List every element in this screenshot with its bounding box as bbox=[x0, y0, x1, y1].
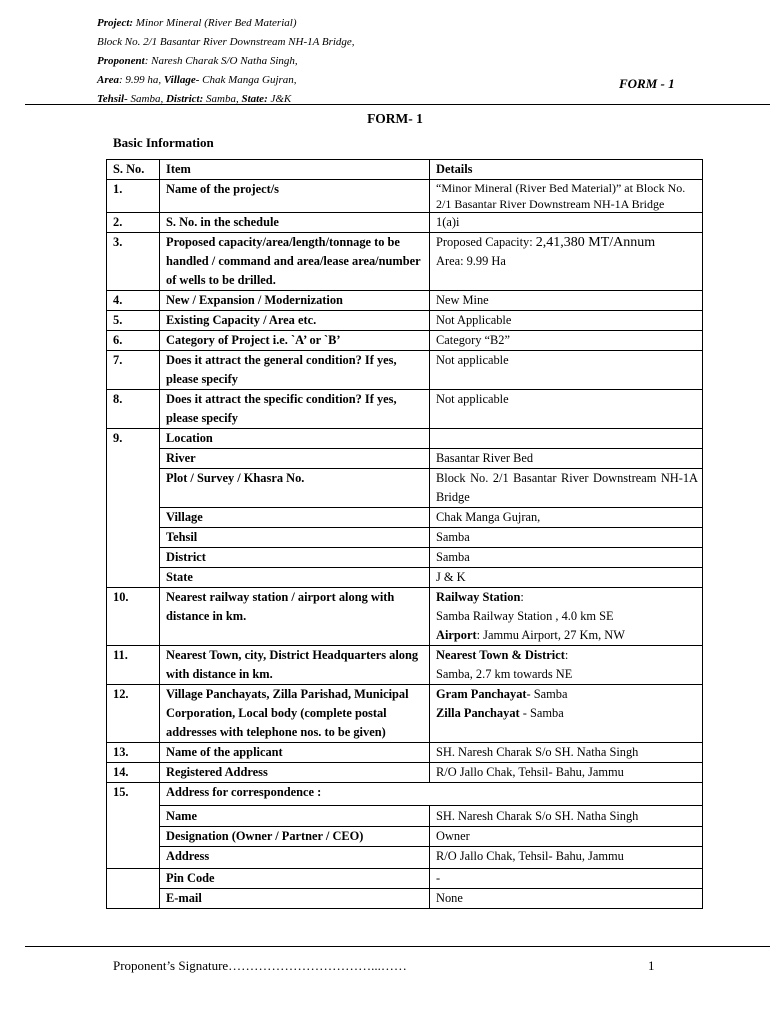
airport-label: Airport bbox=[436, 628, 477, 642]
row-number: 11. bbox=[107, 646, 160, 685]
table-row bbox=[107, 685, 703, 743]
airport-value: : Jammu Airport, 27 Km, NW bbox=[476, 628, 625, 642]
row-details: New Mine bbox=[430, 291, 703, 311]
section-title: Basic Information bbox=[113, 135, 214, 150]
row-item: Address bbox=[160, 847, 430, 869]
row-number: 1. bbox=[107, 180, 160, 213]
header-area-line bbox=[97, 71, 355, 90]
header-proponent-line bbox=[97, 52, 355, 71]
table-row bbox=[107, 429, 703, 449]
row-number: 14. bbox=[107, 763, 160, 783]
row-details: Block No. 2/1 Basantar River Downstream NH-1A Bridge bbox=[430, 469, 703, 508]
proposed-capacity-value: 2,41,380 MT/Annum bbox=[535, 235, 656, 250]
empty-cell bbox=[107, 528, 160, 548]
row-number: 2. bbox=[107, 213, 160, 233]
table-subrow bbox=[107, 508, 703, 528]
row-item: Does it attract the specific condition? If yes, please specify bbox=[160, 390, 430, 429]
header-block-line: Block No. 2/1 Basantar River Downstream NH-1A Bridge, bbox=[97, 36, 355, 48]
header-details: Details bbox=[430, 160, 703, 180]
header-village-label: Village- bbox=[163, 74, 200, 86]
row-details bbox=[430, 429, 703, 449]
table-row bbox=[107, 646, 703, 685]
row-details: Samba bbox=[430, 548, 703, 568]
railway-station-label: Railway Station bbox=[436, 590, 521, 604]
nearest-town-value: Samba, 2.7 km towards NE bbox=[436, 667, 573, 681]
row-item: Existing Capacity / Area etc. bbox=[160, 311, 430, 331]
header-area-value: : 9.99 ha, bbox=[119, 74, 164, 86]
row-details: Samba bbox=[430, 528, 703, 548]
empty-cell bbox=[107, 827, 160, 847]
table-subrow bbox=[107, 449, 703, 469]
table-row bbox=[107, 311, 703, 331]
row-details: Not Applicable bbox=[430, 311, 703, 331]
empty-cell bbox=[107, 847, 160, 869]
table-row bbox=[107, 331, 703, 351]
header-project-line bbox=[97, 14, 355, 33]
row-details: - bbox=[430, 869, 703, 889]
empty-cell bbox=[107, 568, 160, 588]
row-number: 3. bbox=[107, 233, 160, 291]
row-details: Not applicable bbox=[430, 390, 703, 429]
row-number: 13. bbox=[107, 743, 160, 763]
empty-cell bbox=[107, 449, 160, 469]
row-item: Pin Code bbox=[160, 869, 430, 889]
header-tehsil-label: Tehsil- bbox=[97, 93, 128, 105]
zilla-panchayat-value: - Samba bbox=[519, 706, 564, 720]
table-subrow bbox=[107, 869, 703, 889]
row-details: Owner bbox=[430, 827, 703, 847]
table-subrow bbox=[107, 827, 703, 847]
row-item: Registered Address bbox=[160, 763, 430, 783]
row-details: SH. Naresh Charak S/o SH. Natha Singh bbox=[430, 806, 703, 827]
row-details: R/O Jallo Chak, Tehsil- Bahu, Jammu bbox=[430, 763, 703, 783]
row-number: 12. bbox=[107, 685, 160, 743]
table-row bbox=[107, 588, 703, 646]
table-subrow bbox=[107, 469, 703, 508]
row-number: 7. bbox=[107, 351, 160, 390]
empty-cell bbox=[107, 889, 160, 909]
row-number: 15. bbox=[107, 783, 160, 806]
header-divider bbox=[25, 104, 770, 105]
table-row bbox=[107, 213, 703, 233]
gram-panchayat-value: - Samba bbox=[526, 687, 568, 701]
row-details: “Minor Mineral (River Bed Material)” at Block No. 2/1 Basantar River Downstream NH-1A Bridge bbox=[430, 180, 703, 213]
row-item: Plot / Survey / Khasra No. bbox=[160, 469, 430, 508]
zilla-panchayat-label: Zilla Panchayat bbox=[436, 706, 520, 720]
page-number: 1 bbox=[648, 958, 655, 973]
lease-area-value: Area: 9.99 Ha bbox=[436, 254, 506, 268]
row-item: Tehsil bbox=[160, 528, 430, 548]
table-subrow bbox=[107, 889, 703, 909]
table-header-row bbox=[107, 160, 703, 180]
row-item: Address for correspondence : bbox=[160, 783, 703, 806]
table-row bbox=[107, 233, 703, 291]
table-row bbox=[107, 783, 703, 806]
gram-panchayat-label: Gram Panchayat bbox=[436, 687, 527, 701]
row-item: State bbox=[160, 568, 430, 588]
railway-station-value: Samba Railway Station , 4.0 km SE bbox=[436, 609, 614, 623]
proposed-capacity-label: Proposed Capacity: bbox=[436, 235, 536, 249]
row-item: Village bbox=[160, 508, 430, 528]
empty-cell bbox=[107, 806, 160, 827]
proponent-signature-line: Proponent’s Signature……………………………...…… bbox=[113, 958, 407, 973]
nearest-town-label: Nearest Town & District bbox=[436, 648, 565, 662]
header-state-value: J&K bbox=[267, 93, 292, 105]
table-subrow bbox=[107, 548, 703, 568]
header-sno: S. No. bbox=[107, 160, 160, 180]
header-area-label: Area bbox=[97, 74, 119, 86]
table-subrow bbox=[107, 806, 703, 827]
footer-divider bbox=[25, 946, 770, 947]
row-details: SH. Naresh Charak S/o SH. Natha Singh bbox=[430, 743, 703, 763]
row-details bbox=[430, 588, 703, 646]
row-number: 8. bbox=[107, 390, 160, 429]
row-item: Name bbox=[160, 806, 430, 827]
row-item: S. No. in the schedule bbox=[160, 213, 430, 233]
row-details: Chak Manga Gujran, bbox=[430, 508, 703, 528]
table-subrow bbox=[107, 568, 703, 588]
header-district-value: Samba, bbox=[203, 93, 242, 105]
row-item: Name of the project/s bbox=[160, 180, 430, 213]
empty-cell bbox=[107, 869, 160, 889]
row-details: Basantar River Bed bbox=[430, 449, 703, 469]
header-village-value: Chak Manga Gujran, bbox=[199, 74, 297, 86]
table-row bbox=[107, 763, 703, 783]
row-item: Location bbox=[160, 429, 430, 449]
row-item: Category of Project i.e. `A’ or `B’ bbox=[160, 331, 430, 351]
row-details: Not applicable bbox=[430, 351, 703, 390]
row-number: 6. bbox=[107, 331, 160, 351]
row-details bbox=[430, 646, 703, 685]
header-district-label: District: bbox=[165, 93, 204, 105]
row-number: 9. bbox=[107, 429, 160, 449]
table-row bbox=[107, 743, 703, 763]
header-location-line bbox=[97, 90, 355, 109]
row-details bbox=[430, 685, 703, 743]
header-project-label: Project: bbox=[97, 17, 134, 29]
row-item: Proposed capacity/area/length/tonnage to be handled / command and area/lease area/number of wells to be drilled. bbox=[160, 233, 430, 291]
row-item: Designation (Owner / Partner / CEO) bbox=[160, 827, 430, 847]
row-details: J & K bbox=[430, 568, 703, 588]
table-subrow bbox=[107, 528, 703, 548]
header-state-label: State: bbox=[241, 93, 268, 105]
row-details: None bbox=[430, 889, 703, 909]
table-row bbox=[107, 180, 703, 213]
header-proponent-label: Proponent bbox=[97, 55, 145, 67]
row-details: 1(a)i bbox=[430, 213, 703, 233]
header-form-label: FORM - 1 bbox=[619, 76, 675, 91]
header-tehsil-value: Samba, bbox=[127, 93, 166, 105]
empty-cell bbox=[107, 469, 160, 508]
row-details: R/O Jallo Chak, Tehsil- Bahu, Jammu bbox=[430, 847, 703, 869]
nearest-town-colon: : bbox=[564, 648, 569, 662]
row-item: New / Expansion / Modernization bbox=[160, 291, 430, 311]
row-item: District bbox=[160, 548, 430, 568]
row-item: Village Panchayats, Zilla Parishad, Municipal Corporation, Local body (complete postal addresses with telephone nos. to be given) bbox=[160, 685, 430, 743]
row-item: Name of the applicant bbox=[160, 743, 430, 763]
basic-information-table bbox=[106, 159, 703, 909]
row-item: Nearest Town, city, District Headquarters along with distance in km. bbox=[160, 646, 430, 685]
header-proponent-value: : Naresh Charak S/O Natha Singh, bbox=[144, 55, 298, 67]
table-row bbox=[107, 351, 703, 390]
row-item: E-mail bbox=[160, 889, 430, 909]
row-item: River bbox=[160, 449, 430, 469]
table-row bbox=[107, 291, 703, 311]
form-title: FORM- 1 bbox=[367, 111, 423, 126]
empty-cell bbox=[107, 548, 160, 568]
row-number: 5. bbox=[107, 311, 160, 331]
table-row bbox=[107, 390, 703, 429]
row-item: Does it attract the general condition? If yes, please specify bbox=[160, 351, 430, 390]
row-item: Nearest railway station / airport along with distance in km. bbox=[160, 588, 430, 646]
header-item: Item bbox=[160, 160, 430, 180]
row-number: 4. bbox=[107, 291, 160, 311]
row-number: 10. bbox=[107, 588, 160, 646]
empty-cell bbox=[107, 508, 160, 528]
railway-colon: : bbox=[520, 590, 524, 604]
row-details: Category “B2” bbox=[430, 331, 703, 351]
document-header bbox=[97, 14, 355, 109]
row-details bbox=[430, 233, 703, 291]
table-subrow bbox=[107, 847, 703, 869]
header-project-value: Minor Mineral (River Bed Material) bbox=[133, 17, 297, 29]
